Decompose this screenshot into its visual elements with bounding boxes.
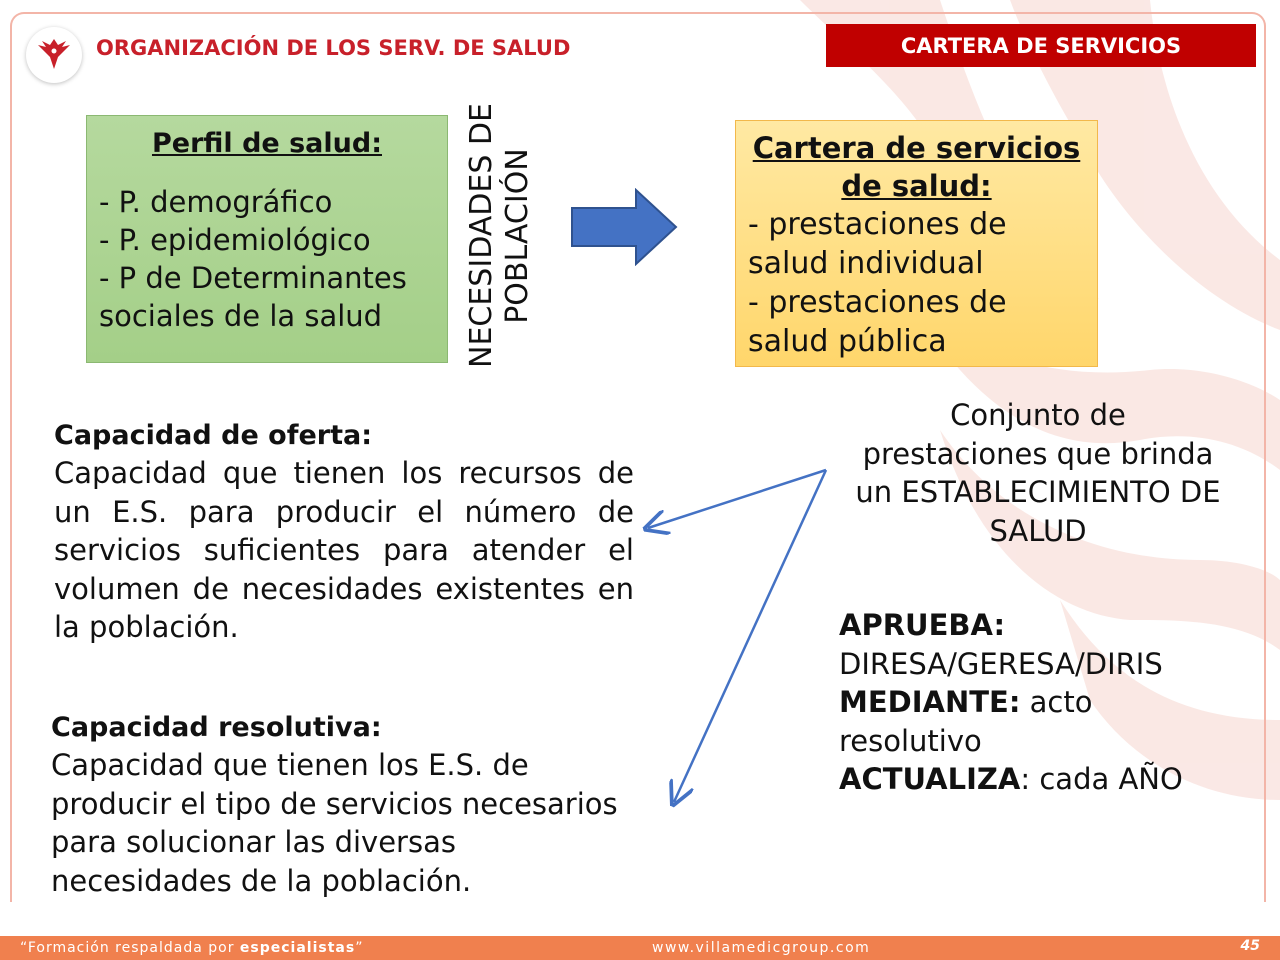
aprueba-value: DIRESA/GERESA/DIRIS bbox=[839, 646, 1163, 681]
arrow-to-resolutiva bbox=[674, 470, 826, 802]
necesidades-line1: NECESIDADES DE bbox=[464, 103, 499, 368]
capacidad-resolutiva-line: producir el tipo de servicios necesarios bbox=[51, 786, 618, 821]
footer-slogan bbox=[20, 940, 363, 956]
perfil-item: sociales de la salud bbox=[99, 299, 383, 333]
perfil-heading: Perfil de salud: bbox=[151, 128, 382, 159]
page-number: 45 bbox=[1240, 938, 1260, 954]
footer-url[interactable]: www.villamedicgroup.com bbox=[652, 940, 871, 956]
conjunto-line: SALUD bbox=[989, 513, 1087, 548]
capacidad-resolutiva-line: para solucionar las diversas bbox=[51, 825, 456, 859]
cartera-heading-1: Cartera de servicios bbox=[752, 131, 1081, 165]
arrow-to-oferta bbox=[648, 470, 826, 528]
mediante-value-2: resolutivo bbox=[839, 723, 982, 758]
capacidad-oferta-heading: Capacidad de oferta: bbox=[54, 420, 373, 451]
slogan-text: “Formación respaldada por bbox=[20, 940, 240, 956]
cartera-item: - prestaciones de bbox=[748, 285, 1007, 320]
cartera-item: salud individual bbox=[748, 246, 984, 281]
capacidad-oferta-text: Capacidad que tienen los recursos de un E.S. para producir el número de servicios suficientes para atender el volumen de necesidades existentes en la población. bbox=[54, 456, 634, 644]
actualiza-value: : cada AÑO bbox=[1020, 762, 1183, 796]
perfil-item: - P de Determinantes bbox=[99, 261, 407, 295]
aprueba-label: APRUEBA: bbox=[839, 608, 1006, 642]
cartera-item: - prestaciones de bbox=[748, 207, 1007, 242]
mediante-label: MEDIANTE: bbox=[839, 685, 1021, 719]
section-tag: CARTERA DE SERVICIOS bbox=[826, 24, 1256, 67]
conjunto-line: Conjunto de bbox=[950, 398, 1126, 432]
slogan-bold: especialistas bbox=[239, 940, 356, 956]
capacidad-resolutiva-line: Capacidad que tienen los E.S. de bbox=[51, 748, 529, 782]
conjunto-line: un ESTABLECIMIENTO DE bbox=[855, 475, 1221, 509]
aprueba-block bbox=[839, 606, 1259, 799]
conjunto-line: prestaciones que brinda bbox=[862, 436, 1214, 471]
capacidad-resolutiva-line: necesidades de la población. bbox=[51, 863, 472, 898]
capacidad-resolutiva-heading: Capacidad resolutiva: bbox=[51, 712, 382, 743]
footer-bar bbox=[0, 936, 1280, 960]
cartera-heading-2: de salud: bbox=[841, 169, 992, 203]
header-title: ORGANIZACIÓN DE LOS SERV. DE SALUD bbox=[96, 36, 571, 60]
slogan-end: ” bbox=[355, 940, 364, 956]
actualiza-label: ACTUALIZA bbox=[839, 762, 1021, 796]
necesidades-line2: POBLACIÓN bbox=[500, 148, 535, 324]
cartera-item: salud pública bbox=[748, 324, 947, 359]
perfil-item: - P. demográfico bbox=[99, 185, 333, 219]
mediante-value: acto bbox=[1020, 685, 1093, 719]
perfil-item: - P. epidemiológico bbox=[99, 223, 371, 257]
